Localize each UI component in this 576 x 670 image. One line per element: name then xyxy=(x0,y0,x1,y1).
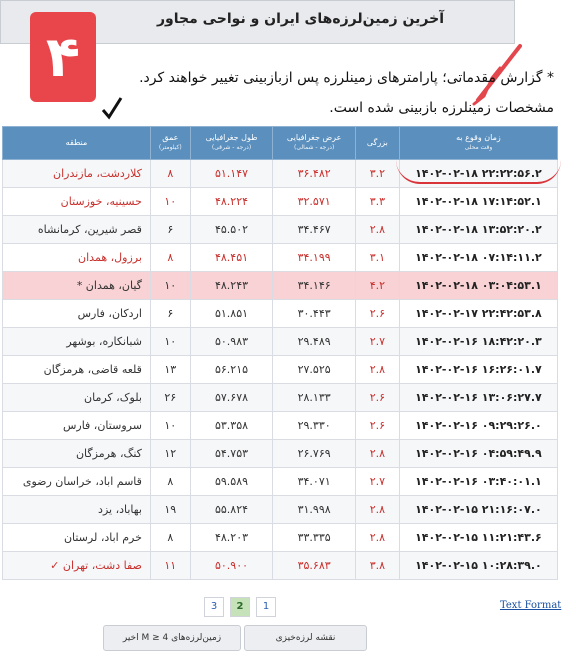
table-row xyxy=(3,216,558,244)
magnitude-cell: ۲.۸ xyxy=(355,496,399,524)
reviewed-note xyxy=(329,100,554,116)
magnitude-cell: ۳.۳ xyxy=(355,188,399,216)
depth-cell: ۶ xyxy=(150,300,190,328)
number-badge: ۴ xyxy=(30,12,96,102)
longitude-cell: ۵۳.۳۵۸ xyxy=(190,412,273,440)
latitude-cell: ۳۴.۱۹۹ xyxy=(273,244,356,272)
region-cell[interactable]: شبانکاره، بوشهر xyxy=(3,328,151,356)
latitude-cell: ۲۹.۳۳۰ xyxy=(273,412,356,440)
col-time: زمان وقوع به وقت محلی xyxy=(399,127,557,160)
time-cell: ۱۴۰۲-۰۲-۱۸ ۱۷:۱۴:۵۲.۱ xyxy=(399,188,557,216)
col-region: منطقه xyxy=(3,127,151,160)
latitude-cell: ۳۴.۴۶۷ xyxy=(273,216,356,244)
region-cell[interactable]: گیان، همدان * xyxy=(3,272,151,300)
latitude-cell: ۳۴.۰۷۱ xyxy=(273,468,356,496)
longitude-cell: ۵۶.۲۱۵ xyxy=(190,356,273,384)
latitude-cell: ۳۵.۶۸۳ xyxy=(273,552,356,580)
depth-cell: ۱۹ xyxy=(150,496,190,524)
depth-cell: ۱۰ xyxy=(150,328,190,356)
magnitude-cell: ۲.۶ xyxy=(355,384,399,412)
time-cell: ۱۴۰۲-۰۲-۱۵ ۱۱:۲۱:۴۳.۶ xyxy=(399,524,557,552)
longitude-cell: ۴۵.۵۰۲ xyxy=(190,216,273,244)
latitude-cell: ۳۳.۳۳۵ xyxy=(273,524,356,552)
magnitude-cell: ۳.۲ xyxy=(355,160,399,188)
longitude-cell: ۵۰.۹۰۰ xyxy=(190,552,273,580)
latitude-cell: ۳۴.۱۴۶ xyxy=(273,272,356,300)
latitude-cell: ۳۱.۹۹۸ xyxy=(273,496,356,524)
table-row xyxy=(3,440,558,468)
time-cell: ۱۴۰۲-۰۲-۱۵ ۲۱:۱۶:۰۷.۰ xyxy=(399,496,557,524)
page-1-link[interactable]: 1 xyxy=(256,597,276,617)
pagination xyxy=(204,597,276,617)
longitude-cell: ۵۱.۱۴۷ xyxy=(190,160,273,188)
region-cell[interactable]: قصر شیرین، کرمانشاه xyxy=(3,216,151,244)
time-cell: ۱۴۰۲-۰۲-۱۶ ۱۳:۰۶:۲۷.۷ xyxy=(399,384,557,412)
page-3-link[interactable]: 3 xyxy=(204,597,224,617)
depth-cell: ۱۰ xyxy=(150,412,190,440)
magnitude-cell: ۴.۲ xyxy=(355,272,399,300)
circled-annotation xyxy=(396,160,561,184)
region-cell[interactable]: قاسم اباد، خراسان رضوی xyxy=(3,468,151,496)
longitude-cell: ۴۸.۲۲۴ xyxy=(190,188,273,216)
preliminary-note: * گزارش مقدماتی؛ پارامترهای زمینلرزه پس ازبازبینی تغییر خواهند کرد. xyxy=(139,70,554,86)
table-row xyxy=(3,356,558,384)
time-cell: ۱۴۰۲-۰۲-۱۶ ۱۸:۴۲:۲۰.۳ xyxy=(399,328,557,356)
depth-cell: ۱۲ xyxy=(150,440,190,468)
longitude-cell: ۴۸.۴۵۱ xyxy=(190,244,273,272)
time-cell: ۱۴۰۲-۰۲-۱۶ ۱۶:۲۶:۰۱.۷ xyxy=(399,356,557,384)
col-mag: بزرگی xyxy=(355,127,399,160)
time-cell: ۱۴۰۲-۰۲-۱۸ ۰۷:۱۴:۱۱.۲ xyxy=(399,244,557,272)
earthquake-table xyxy=(2,126,558,580)
magnitude-cell: ۲.۸ xyxy=(355,356,399,384)
region-cell[interactable]: بلوک، کرمان xyxy=(3,384,151,412)
longitude-cell: ۵۹.۵۸۹ xyxy=(190,468,273,496)
table-row xyxy=(3,468,558,496)
table-row xyxy=(3,188,558,216)
col-lat: عرض جغرافیایی (درجه - شمالی) xyxy=(273,127,356,160)
col-lon: طول جغرافیایی (درجه - شرقی) xyxy=(190,127,273,160)
table-row xyxy=(3,524,558,552)
region-cell[interactable]: کلاردشت، مازندران xyxy=(3,160,151,188)
longitude-cell: ۵۷.۶۷۸ xyxy=(190,384,273,412)
recent-m4-button[interactable]: زمین‌لرزه‌های M ≥ 4 اخیر xyxy=(103,625,241,651)
magnitude-cell: ۲.۷ xyxy=(355,468,399,496)
time-cell: ۱۴۰۲-۰۲-۱۵ ۱۰:۲۸:۳۹.۰ xyxy=(399,552,557,580)
magnitude-cell: ۲.۶ xyxy=(355,412,399,440)
table-row xyxy=(3,300,558,328)
page-title: آخرین زمین‌لرزه‌های ایران و نواحی مجاور xyxy=(156,11,444,27)
longitude-cell: ۵۵.۸۲۴ xyxy=(190,496,273,524)
time-cell: ۱۴۰۲-۰۲-۱۸ ۰۳:۰۴:۵۳.۱ xyxy=(399,272,557,300)
longitude-cell: ۵۱.۸۵۱ xyxy=(190,300,273,328)
table-row xyxy=(3,244,558,272)
region-cell[interactable]: قلعه قاضی، هرمزگان xyxy=(3,356,151,384)
time-cell: ۱۴۰۲-۰۲-۱۷ ۲۲:۴۲:۵۳.۸ xyxy=(399,300,557,328)
latitude-cell: ۳۰.۴۴۳ xyxy=(273,300,356,328)
latitude-cell: ۲۷.۵۲۵ xyxy=(273,356,356,384)
region-cell[interactable]: برزول، همدان xyxy=(3,244,151,272)
magnitude-cell: ۲.۸ xyxy=(355,440,399,468)
magnitude-cell: ۲.۸ xyxy=(355,524,399,552)
region-cell[interactable]: صفا دشت، تهران ✓ xyxy=(3,552,151,580)
magnitude-cell: ۳.۸ xyxy=(355,552,399,580)
latitude-cell: ۳۲.۵۷۱ xyxy=(273,188,356,216)
region-cell[interactable]: بهاباد، یزد xyxy=(3,496,151,524)
table-row xyxy=(3,272,558,300)
text-format-link[interactable]: Text Format xyxy=(500,600,562,611)
time-cell: ۱۴۰۲-۰۲-۱۸ ۲۲:۲۲:۵۶.۲ xyxy=(399,160,557,188)
time-cell: ۱۴۰۲-۰۲-۱۶ ۰۴:۵۹:۴۹.۹ xyxy=(399,440,557,468)
region-cell[interactable]: حسینیه، خوزستان xyxy=(3,188,151,216)
region-cell[interactable]: اردکان، فارس xyxy=(3,300,151,328)
time-cell: ۱۴۰۲-۰۲-۱۶ ۰۹:۲۹:۲۶.۰ xyxy=(399,412,557,440)
table-row xyxy=(3,552,558,580)
longitude-cell: ۴۸.۲۴۳ xyxy=(190,272,273,300)
time-cell: ۱۴۰۲-۰۲-۱۸ ۱۳:۵۲:۲۰.۲ xyxy=(399,216,557,244)
col-depth: عمق (کیلومتر) xyxy=(150,127,190,160)
depth-cell: ۱۳ xyxy=(150,356,190,384)
seismicity-map-button[interactable]: نقشه لرزه‌خیزی xyxy=(244,625,367,651)
region-cell[interactable]: سروستان، فارس xyxy=(3,412,151,440)
table-row xyxy=(3,384,558,412)
table-row xyxy=(3,328,558,356)
depth-cell: ۱۰ xyxy=(150,272,190,300)
depth-cell: ۸ xyxy=(150,524,190,552)
latitude-cell: ۲۸.۱۳۳ xyxy=(273,384,356,412)
table-row xyxy=(3,496,558,524)
table-row xyxy=(3,412,558,440)
depth-cell: ۱۱ xyxy=(150,552,190,580)
depth-cell: ۲۶ xyxy=(150,384,190,412)
table-header-row xyxy=(3,127,558,160)
depth-cell: ۸ xyxy=(150,244,190,272)
longitude-cell: ۵۴.۷۵۳ xyxy=(190,440,273,468)
depth-cell: ۸ xyxy=(150,468,190,496)
reviewed-note-text: مشخصات زمینلرزه بازبینی شده است. xyxy=(329,100,554,116)
depth-cell: ۱۰ xyxy=(150,188,190,216)
magnitude-cell: ۲.۷ xyxy=(355,328,399,356)
depth-cell: ۶ xyxy=(150,216,190,244)
depth-cell: ۸ xyxy=(150,160,190,188)
check-icon xyxy=(100,94,124,122)
magnitude-cell: ۳.۱ xyxy=(355,244,399,272)
page-2-link[interactable]: 2 xyxy=(230,597,250,617)
latitude-cell: ۳۶.۴۸۲ xyxy=(273,160,356,188)
magnitude-cell: ۲.۸ xyxy=(355,216,399,244)
longitude-cell: ۵۰.۹۸۳ xyxy=(190,328,273,356)
region-cell[interactable]: کنگ، هرمزگان xyxy=(3,440,151,468)
latitude-cell: ۲۹.۴۸۹ xyxy=(273,328,356,356)
longitude-cell: ۴۸.۲۰۳ xyxy=(190,524,273,552)
time-cell: ۱۴۰۲-۰۲-۱۶ ۰۳:۴۰:۰۱.۱ xyxy=(399,468,557,496)
magnitude-cell: ۲.۶ xyxy=(355,300,399,328)
latitude-cell: ۲۶.۷۶۹ xyxy=(273,440,356,468)
region-cell[interactable]: خرم اباد، لرستان xyxy=(3,524,151,552)
